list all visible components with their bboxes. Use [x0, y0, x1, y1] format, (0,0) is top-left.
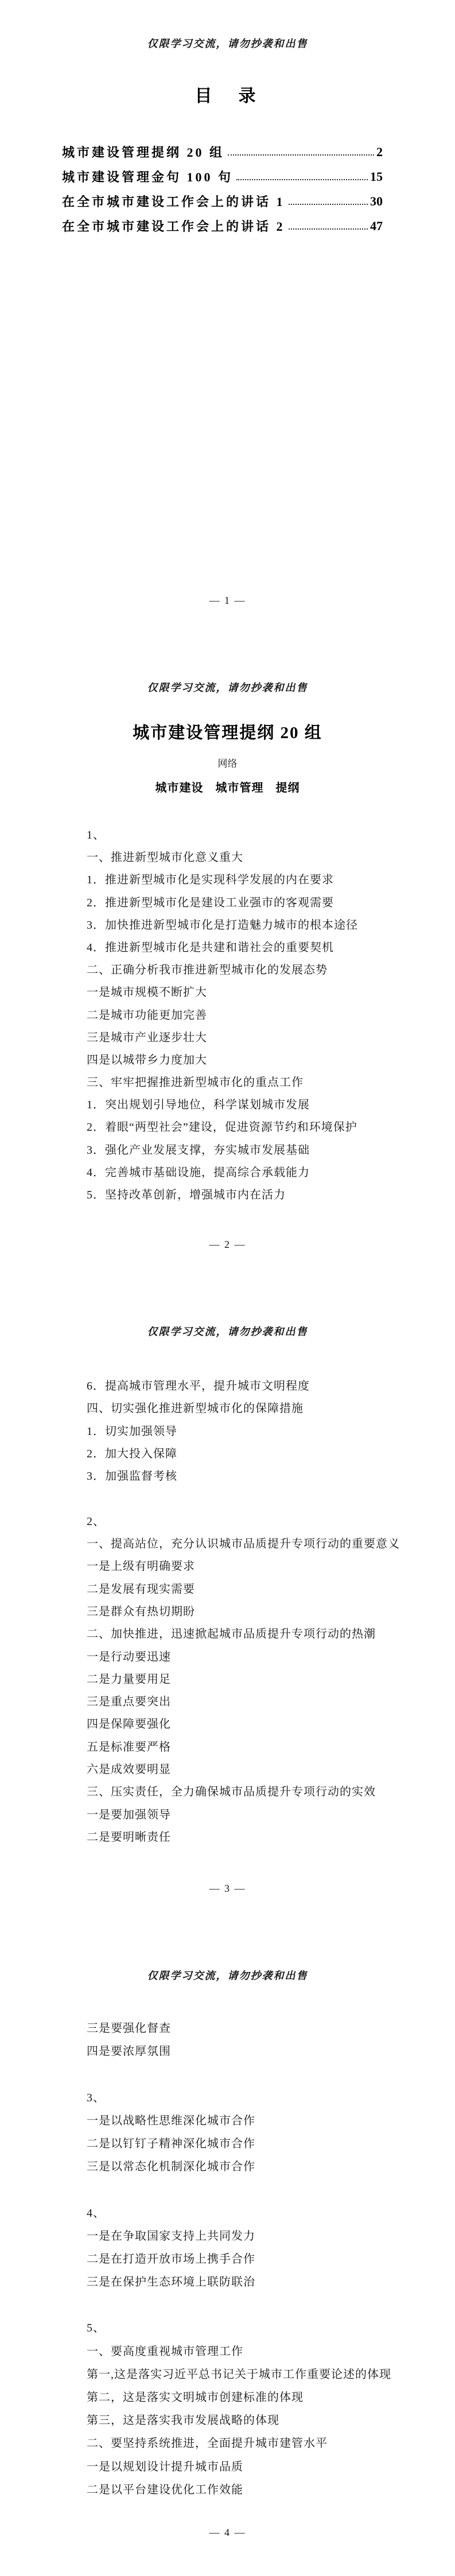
body-line: 2．着眼“两型社会”建设，促进资源节约和环境保护 [87, 1121, 357, 1134]
body-line: 五是标准要严格 [87, 1740, 171, 1753]
watermark-text: 仅限学习交流，请勿抄袭和出售 [147, 682, 308, 693]
article-keywords: 城市建设 城市管理 提纲 [155, 782, 300, 794]
body-line: 一是在争取国家支持上共同发力 [87, 2229, 255, 2243]
body-line: 一是行动要迅速 [87, 1650, 171, 1663]
toc-entry-label: 在全市城市建设工作会上的讲话 1 [62, 195, 285, 209]
page-2 [0, 644, 455, 1288]
body-line: 二是在打造开放市场上携手合作 [87, 2252, 255, 2265]
body-line: 2．加大投入保障 [87, 1447, 177, 1460]
toc-dot-leader [236, 179, 368, 180]
toc-dot-leader [289, 228, 368, 230]
body-line: 2．推进新型城市化是建设工业强市的客观需要 [87, 896, 334, 909]
body-line: 第三，这是落实我市发展战略的体现 [87, 2414, 279, 2427]
toc-entry-page: 15 [370, 169, 383, 184]
body-line: 三是城市产业逐步壮大 [87, 1031, 207, 1044]
body-line: 3．加快推进新型城市化是打造魅力城市的根本途径 [87, 918, 358, 932]
body-line: 四是以城带乡力度加大 [87, 1053, 207, 1066]
body-line: 二是城市功能更加完善 [87, 1008, 207, 1022]
toc-title: 目 录 [195, 87, 260, 106]
body-line [87, 2294, 432, 2317]
body-line: 一是以规划设计提升城市品质 [87, 2460, 243, 2473]
body-line: 第二，这是落实文明城市创建标准的体现 [87, 2391, 304, 2404]
body-line: 二是以平台建设优化工作效能 [87, 2483, 243, 2496]
body-line: 4．推进新型城市化是共建和谐社会的重要契机 [87, 941, 334, 954]
body-line: 四是保障要强化 [87, 1718, 171, 1731]
body-line: 三是以常态化机制深化城市合作 [87, 2160, 255, 2174]
body-line: 三、压实责任，全力确保城市品质提升专项行动的实效 [87, 1786, 376, 1799]
toc-list [62, 139, 383, 238]
toc-entry-label: 城市建设管理提纲 20 组 [62, 145, 225, 160]
body-text-block [87, 1375, 432, 1849]
page-footer: — 4 — [209, 2527, 246, 2538]
body-line: 1．推进新型城市化是实现科学发展的内在要求 [87, 874, 334, 887]
body-line: 6．提高城市管理水平，提升城市文明程度 [87, 1380, 310, 1392]
article-title: 城市建设管理提纲 20 组 [133, 724, 322, 742]
body-line: 六是成效要明显 [87, 1763, 171, 1776]
body-line [87, 2178, 432, 2201]
toc-entry-page: 2 [376, 144, 383, 159]
body-line: 一是以战略性思维深化城市合作 [87, 2114, 255, 2127]
toc-entry [62, 214, 383, 238]
toc-entry [62, 189, 383, 214]
toc-entry-label: 城市建设管理金句 100 句 [62, 170, 234, 184]
body-line: 第一,这是落实习近平总书记关于城市工作重要论述的体现 [87, 2368, 391, 2381]
body-line: 二是要明晰责任 [87, 1830, 171, 1844]
toc-dot-leader [228, 154, 374, 156]
page-3 [0, 1288, 455, 1932]
body-line: 4．完善城市基础设施，提高综合承载能力 [87, 1166, 310, 1179]
body-line: 4、 [87, 2206, 105, 2220]
body-line: 一、要高度重视城市管理工作 [87, 2345, 243, 2358]
article-source: 网络 [217, 758, 238, 769]
body-line: 一、提高站位，充分认识城市品质提升专项行动的重要意义 [87, 1538, 400, 1551]
body-text-block [87, 2017, 432, 2501]
body-line: 一是城市规模不断扩大 [87, 986, 207, 999]
body-line: 1．切实加强领导 [87, 1425, 177, 1438]
body-line: 一是上级有明确要求 [87, 1560, 195, 1573]
body-line: 三是要强化督查 [87, 2022, 171, 2035]
toc-entry [62, 139, 383, 164]
toc-dot-leader [289, 203, 368, 205]
body-line: 3、 [87, 2091, 105, 2104]
body-line: 二是发展有现实需要 [87, 1582, 195, 1596]
body-line: 一是要加强领导 [87, 1808, 171, 1821]
toc-entry-page: 47 [370, 218, 383, 233]
body-line: 三、牢牢把握推进新型城市化的重点工作 [87, 1076, 304, 1089]
page-footer: — 3 — [209, 1883, 246, 1894]
body-line: 2、 [87, 1515, 105, 1528]
body-line: 四、切实强化推进新型城市化的保障措施 [87, 1402, 304, 1415]
body-line: 二是以钉钉子精神深化城市合作 [87, 2137, 255, 2150]
body-line: 5．坚持改革创新，增强城市内在活力 [87, 1189, 286, 1201]
page-1 [0, 0, 455, 644]
toc-entry-label: 在全市城市建设工作会上的讲话 2 [62, 219, 285, 234]
watermark-text: 仅限学习交流，请勿抄袭和出售 [147, 1970, 308, 1981]
body-line: 四是要浓厚氛围 [87, 2045, 171, 2058]
body-line: 三是群众有热切期盼 [87, 1605, 195, 1618]
page-4 [0, 1932, 455, 2576]
body-line [87, 2063, 432, 2086]
body-line [87, 1488, 432, 1510]
body-line: 三是重点要突出 [87, 1696, 171, 1709]
body-line: 3．加强监督考核 [87, 1470, 177, 1483]
toc-entry [62, 164, 383, 189]
body-line: 5、 [87, 2322, 105, 2335]
body-line: 二、要坚持系统推进，全面提升城市建管水平 [87, 2437, 328, 2450]
watermark-text: 仅限学习交流，请勿抄袭和出售 [147, 38, 308, 49]
body-line: 1、 [87, 829, 105, 841]
body-line: 二是力量要用足 [87, 1673, 171, 1686]
page-footer: — 1 — [209, 595, 246, 606]
watermark-text: 仅限学习交流，请勿抄袭和出售 [147, 1326, 308, 1337]
body-line: 三是在保护生态环境上联防联治 [87, 2276, 255, 2289]
body-line: 1．突出规划引导地位，科学谋划城市发展 [87, 1099, 310, 1112]
toc-entry-page: 30 [370, 193, 383, 208]
body-line: 二、加快推进，迅速掀起城市品质提升专项行动的热潮 [87, 1628, 376, 1641]
body-line: 二、正确分析我市推进新型城市化的发展态势 [87, 964, 328, 977]
page-footer: — 2 — [209, 1239, 246, 1250]
body-line: 3．强化产业发展支撑，夯实城市发展基础 [87, 1143, 310, 1157]
body-line: 一、推进新型城市化意义重大 [87, 851, 243, 864]
body-text-block [87, 824, 432, 1206]
